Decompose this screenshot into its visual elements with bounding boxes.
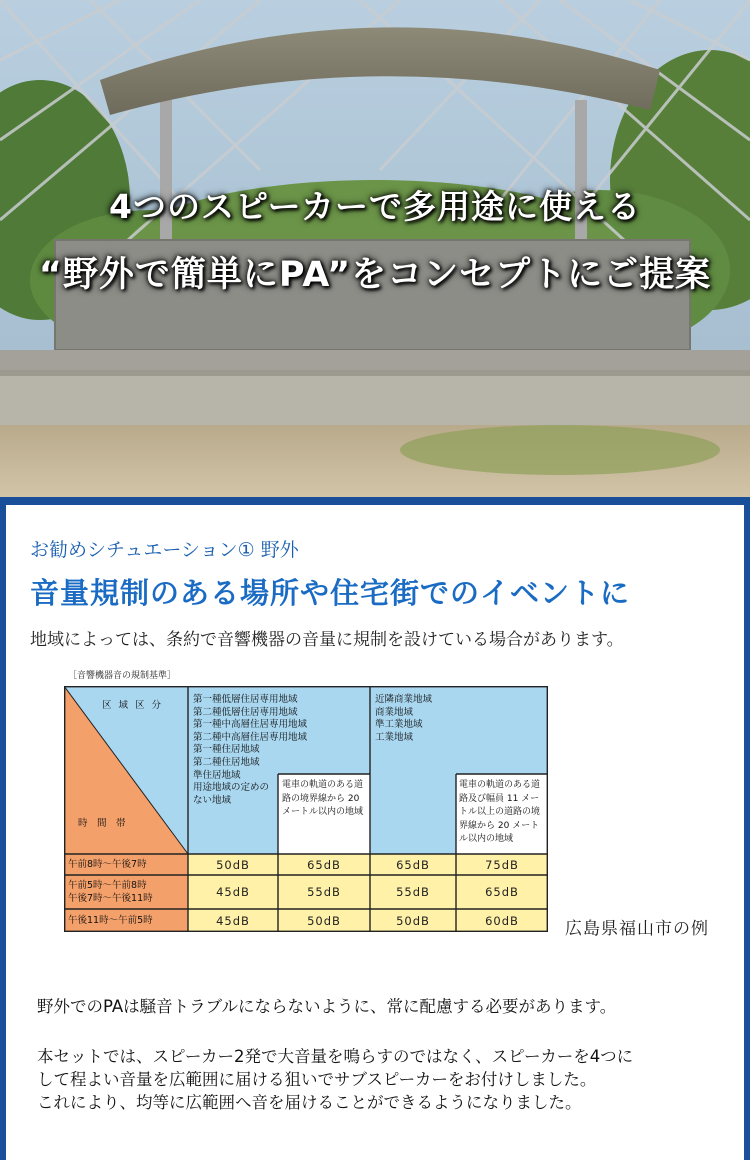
db-r2-c1: 45dB (216, 885, 250, 899)
lead-text: 地域によっては、条約で音響機器の音量に規制を設けている場合があります。 (30, 630, 624, 650)
zone-col2-text (282, 779, 363, 820)
db-r1-c4: 75dB (485, 858, 519, 872)
db-r1-c1: 50dB (216, 858, 250, 872)
db-r1-c2: 65dB (307, 858, 341, 872)
noise-regulation-table (64, 686, 548, 932)
hero-title-line2: “野外で簡単にPA”をコンセプトにご提案 (38, 255, 712, 295)
time-row3: 午後11時〜午前5時 (68, 915, 153, 926)
situation-subtitle: お勧めシチュエーション① 野外 (30, 539, 299, 561)
zone-line: 第二種住居地域 (193, 756, 260, 768)
zone-line: ない地域 (193, 794, 232, 806)
time-row1: 午前8時〜午後7時 (68, 859, 147, 870)
table-caption: ［音響機器音の規制基準］ (68, 671, 177, 681)
zone-line: 路及び幅員 11 メー (459, 793, 540, 804)
db-r2-c3: 55dB (396, 885, 430, 899)
body-paragraph-2-line3: これにより、均等に広範囲へ音を届けることができるようになりました。 (37, 1093, 582, 1112)
time-line: 午後7時〜午後11時 (68, 893, 153, 904)
zone-line: ル以内の地域 (459, 834, 514, 844)
zone-line: 電車の軌道のある道 (459, 780, 541, 790)
db-r3-c4: 60dB (485, 914, 519, 928)
corner-label-time: 時 間 帯 (78, 818, 126, 829)
db-r3-c3: 50dB (396, 914, 430, 928)
body-paragraph-1: 野外でのPAは騒音トラブルにならないように、常に配慮する必要があります。 (37, 997, 617, 1016)
zone-line: 第一種低層住居専用地域 (193, 694, 298, 705)
db-r3-c2: 50dB (307, 914, 341, 928)
zone-line: 第二種中高層住居専用地域 (193, 731, 308, 743)
zone-col3-text (375, 694, 432, 744)
zone-line: トル以上の道路の境 (459, 807, 541, 817)
time-line: 午前5時〜午前8時 (68, 880, 147, 891)
zone-line: 界線から 20 メート (459, 820, 540, 831)
db-r2-c4: 65dB (485, 885, 519, 899)
table-source-note: 広島県福山市の例 (565, 919, 709, 939)
zone-line: 商業地域 (375, 706, 414, 718)
body-paragraph-2-line2: して程よい音量を広範囲に届ける狙いでサブスピーカーをお付けしました。 (37, 1070, 597, 1089)
zone-line: 工業地域 (375, 731, 414, 743)
zone-line: 第一種住居地域 (193, 744, 260, 756)
hero-title-line1: 4つのスピーカーで多用途に使える (109, 187, 641, 226)
zone-line: 電車の軌道のある道 (282, 780, 364, 790)
zone-line: 準工業地域 (375, 719, 423, 731)
section-headline: 音量規制のある場所や住宅街でのイベントに (30, 576, 631, 610)
zone-line: 準住居地域 (193, 769, 241, 781)
db-r2-c2: 55dB (307, 885, 341, 899)
db-r1-c3: 65dB (396, 858, 430, 872)
zone-line: 用途地域の定めの (193, 782, 270, 794)
corner-label-zone: 区 域 区 分 (102, 700, 164, 711)
zone-line: 第二種低層住居専用地域 (193, 706, 298, 718)
zone-line: 路の境界線から 20 (282, 793, 360, 804)
zone-col4-text (459, 779, 540, 847)
hero-photo (0, 0, 750, 497)
db-r3-c1: 45dB (216, 914, 250, 928)
zone-line: 第一種中高層住居専用地域 (193, 719, 308, 731)
zone-line: 近隣商業地域 (375, 694, 433, 705)
time-row2 (68, 879, 153, 905)
zone-line: メートル以内の地域 (282, 807, 364, 817)
body-paragraph-2-line1: 本セットでは、スピーカー2発で大音量を鳴らすのではなく、スピーカーを4つに (37, 1047, 634, 1066)
